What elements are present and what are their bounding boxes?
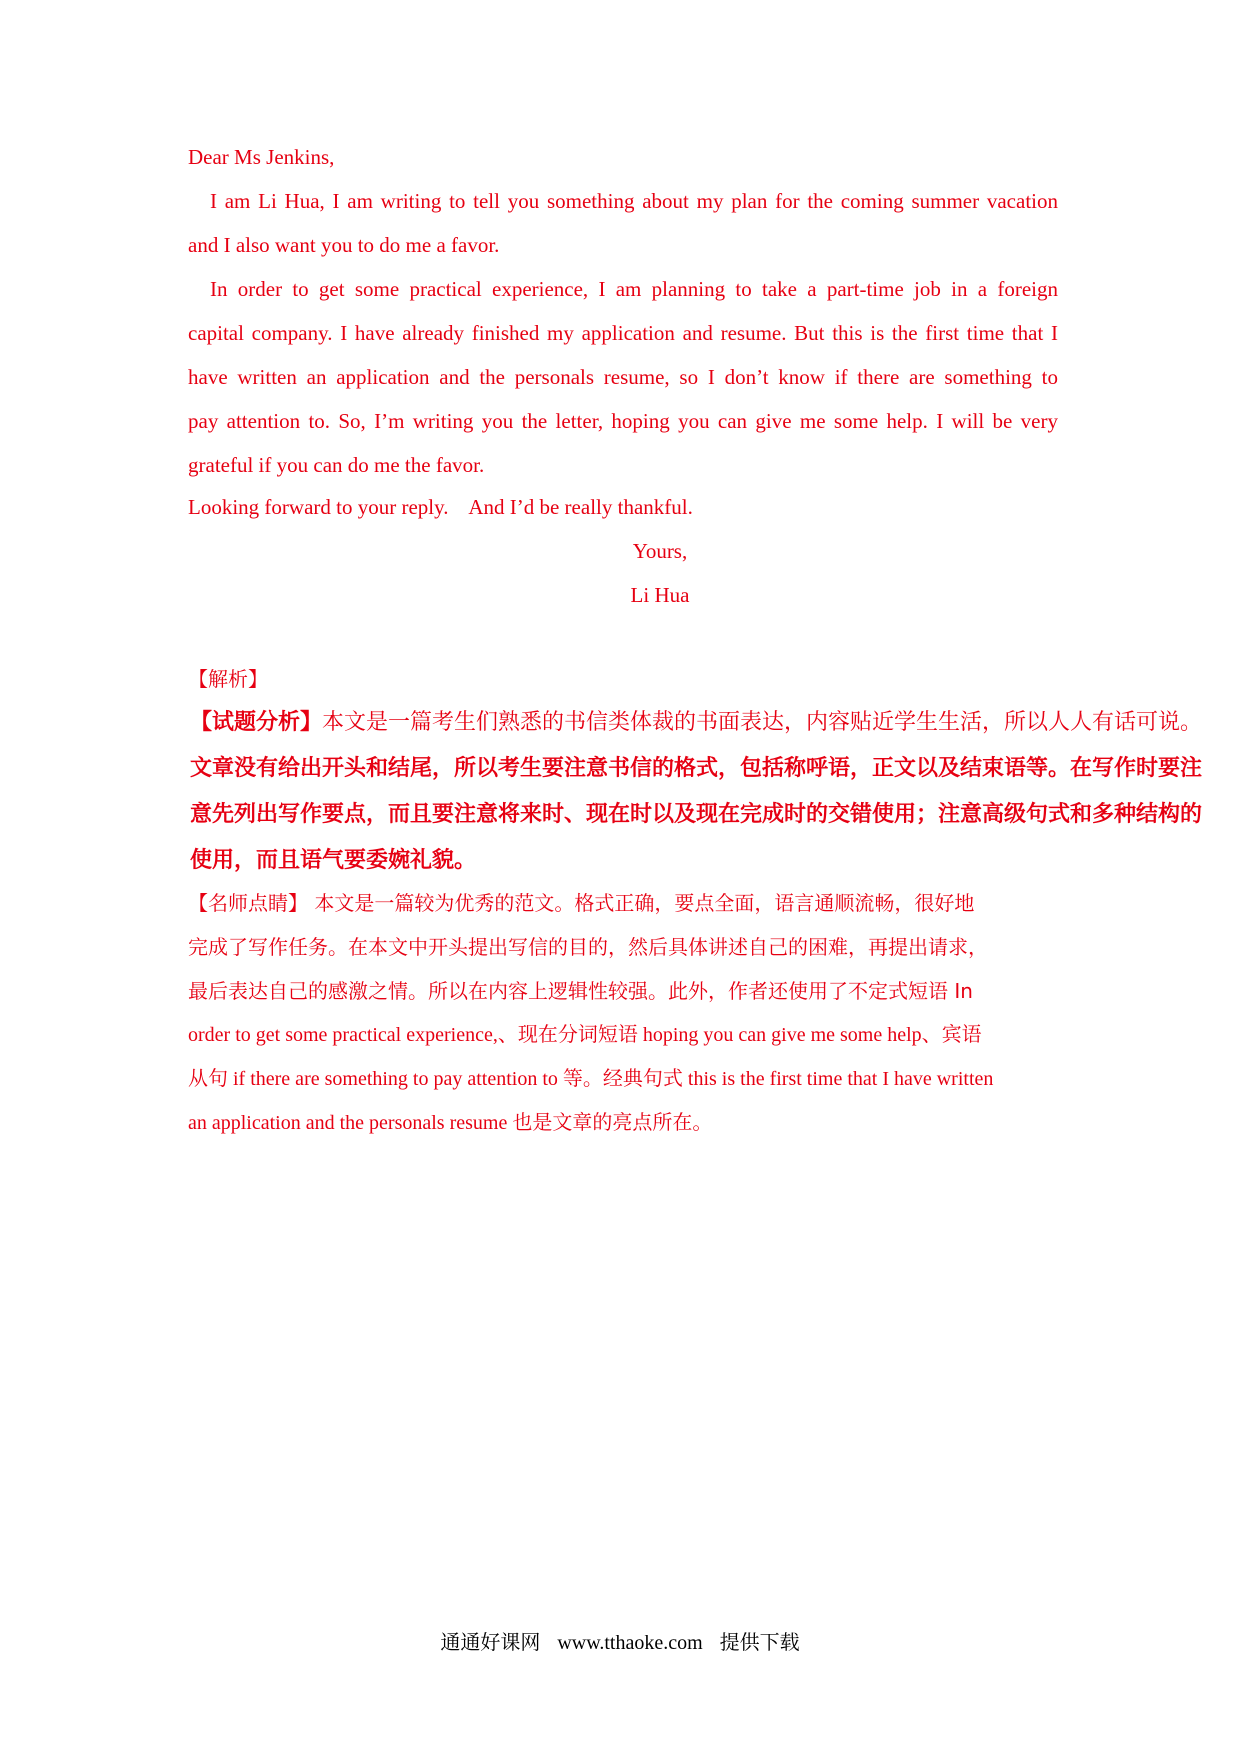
letter-line: pay attention to. So, I’m writing you the letter, hoping you can give me some help. I will be very — [188, 409, 1058, 433]
teacher-comment-line: 完成了写作任务。在本文中开头提出写信的目的，然后具体讲述自己的困难，再提出请求， — [188, 935, 988, 959]
analysis-heading: 【解析】 — [188, 667, 268, 691]
teacher-comment-text: 本文是一篇较为优秀的范文。格式正确，要点全面，语言通顺流畅，很好地 — [308, 891, 975, 915]
letter-salutation: Dear Ms Jenkins, — [188, 145, 335, 169]
page-footer — [0, 1628, 1240, 1658]
letter-signature: Li Hua — [630, 583, 690, 607]
test-analysis-line: 使用，而且语气要委婉礼貌。 — [190, 848, 477, 873]
letter-line: capital company. I have already finished my application and resume. But this is the first time that I — [188, 321, 1058, 345]
letter-line: grateful if you can do me the favor. — [188, 453, 485, 477]
test-analysis-line: 文章没有给出开头和结尾，所以考生要注意书信的格式，包括称呼语，正文以及结束语等。在写作时要注 — [190, 756, 1203, 781]
letter-line: I am Li Hua, I am writing to tell you something about my plan for the coming summer vacation — [210, 189, 1058, 213]
test-analysis-text: 本文是一篇考生们熟悉的书信类体裁的书面表达，内容贴近学生生活，所以人人有话可说。 — [322, 710, 1203, 735]
letter-line: Looking forward to your reply. And I’d be really thankful. — [188, 495, 693, 519]
letter-line: and I also want you to do me a favor. — [188, 233, 500, 257]
test-analysis-line: 意先列出写作要点，而且要注意将来时、现在时以及现在完成时的交错使用；注意高级句式和多种结构的 — [190, 802, 1203, 827]
teacher-comment-line: an application and the personals resume 也是文章的亮点所在。 — [188, 1112, 713, 1134]
teacher-comment-label: 【名师点睛】 — [188, 891, 308, 915]
footer-suffix: 提供下载 — [719, 1632, 800, 1654]
teacher-comment-line — [188, 888, 1058, 918]
teacher-comment-line: 从句 if there are something to pay attention to 等。经典句式 this is the first time that I have written — [188, 1068, 994, 1090]
teacher-comment-line: order to get some practical experience,、现在分词短语 hoping you can give me some help、宾语 — [188, 1024, 982, 1046]
letter-line: In order to get some practical experience, I am planning to take a part-time job in a foreign — [210, 277, 1058, 301]
letter-closing: Yours, — [632, 539, 688, 563]
test-analysis-line — [190, 708, 1210, 738]
test-analysis-label: 【试题分析】 — [190, 710, 323, 735]
teacher-comment-line: 最后表达自己的感激之情。所以在内容上逻辑性较强。此外，作者还使用了不定式短语 In — [188, 979, 973, 1003]
footer-url[interactable]: www.tthaoke.com — [557, 1632, 703, 1654]
letter-line: have written an application and the personals resume, so I don’t know if there are something to — [188, 365, 1058, 389]
footer-site-name: 通通好课网 — [440, 1632, 541, 1654]
